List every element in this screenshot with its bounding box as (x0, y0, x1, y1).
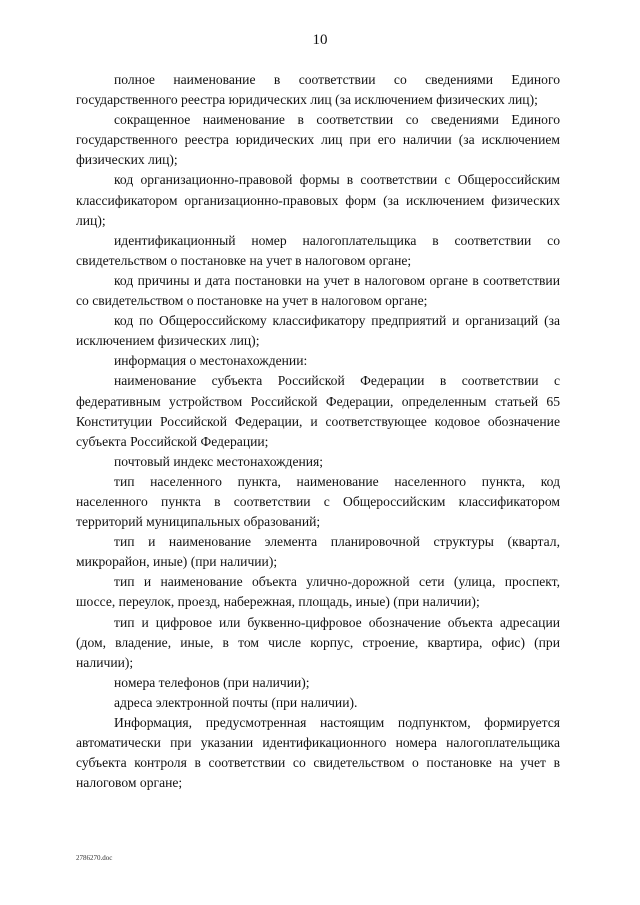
paragraph: код причины и дата постановки на учет в налоговом органе в соответствии со свидетельством о постановке на учет в налоговом органе; (76, 272, 560, 309)
paragraph: информация о местонахождении: (114, 353, 308, 369)
paragraph: полное наименование в соответствии со сведениями Единого государственного реестра юридических лиц (за исключением физических лиц); (76, 72, 560, 108)
document-body (76, 70, 560, 793)
paragraph: номера телефонов (при наличии); (114, 674, 310, 690)
paragraph: код по Общероссийскому классификатору предприятий и организаций (за исключением физических лиц); (76, 313, 560, 349)
paragraph: код организационно-правовой формы в соответствии с Общероссийским классификатором организационно-правовых форм (за исключением физических лиц); (76, 172, 560, 228)
paragraph: тип населенного пункта, наименование населенного пункта, код населенного пункта в соответствии с Общероссийским классификатором территорий муниципальных образований; (76, 473, 560, 530)
paragraph: сокращенное наименование в соответствии со сведениями Единого государственного реестра юридических лиц при его наличии (за исключением физических лиц); (76, 112, 560, 168)
paragraph: тип и наименование объекта улично-дорожной сети (улица, проспект, шоссе, переулок, проезд, набережная, площадь, иные) (при наличии); (76, 574, 560, 610)
paragraph: Информация, предусмотренная настоящим подпунктом, формируется автоматически при указании идентификационного номера налогоплательщика субъекта контроля в соответствии со свидетельством о постановке на учет в налоговом органе; (76, 715, 560, 791)
paragraph: почтовый индекс местонахождения; (114, 453, 324, 469)
paragraph: адреса электронной почты (при наличии). (114, 694, 358, 710)
paragraph: тип и цифровое или буквенно-цифровое обозначение объекта адресации (дом, владение, иные, в том числе корпус, строение, квартира, офис) (при наличии); (76, 614, 560, 670)
paragraph: тип и наименование элемента планировочной структуры (квартал, микрорайон, иные) (при наличии); (76, 534, 560, 570)
paragraph: идентификационный номер налогоплательщика в соответствии со свидетельством о постановке на учет в налоговом органе; (76, 232, 560, 268)
page-number: 10 (312, 32, 328, 48)
document-filename: 2786270.doc (76, 854, 113, 862)
paragraph: наименование субъекта Российской Федерации в соответствии с федеративным устройством Российской Федерации, определенным статьей 65 Конституции Российской Федерации, и соответствующее кодовое обозначение субъекта Российской Федерации; (76, 373, 560, 449)
